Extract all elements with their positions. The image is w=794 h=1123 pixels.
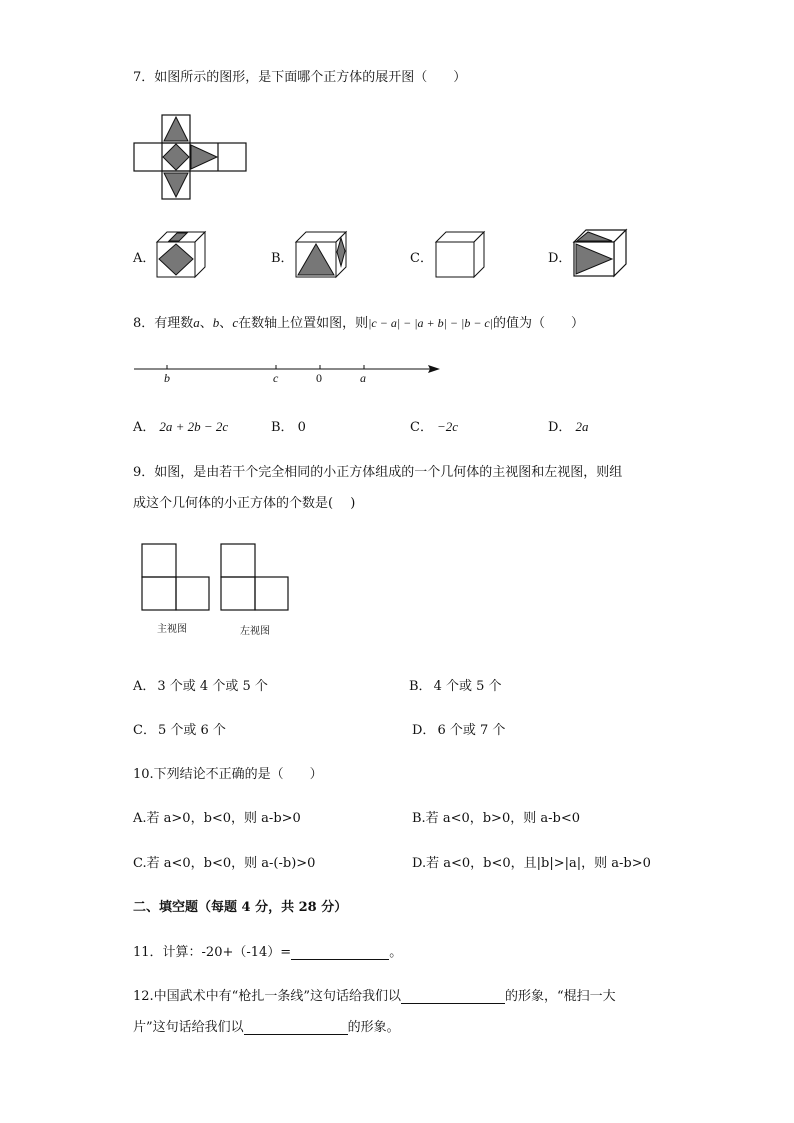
q10-stem: 10.下列结论不正确的是（ ） [133,767,323,782]
q8-stem-mid: 在数轴上位置如图，则 [238,316,369,331]
q9-stem-line1: 9．如图，是由若干个完全相同的小正方体组成的一个几何体的主视图和左视图，则组 [133,465,623,480]
q12-answer-blank-1[interactable] [401,989,505,1004]
q12-answer-blank-2[interactable] [244,1020,348,1035]
number-line [134,360,444,390]
left-view-figure [220,543,290,613]
q8-sep2: 、 [219,316,233,331]
q10-option-c: C.若 a<0，b<0，则 a-(-b)>0 [133,856,316,871]
q8-stem-pre: 8．有理数 [133,316,194,331]
q8-var-b: b [212,315,220,330]
q8-sep1: 、 [199,316,213,331]
front-view-figure [141,543,211,613]
number-line-label-zero: 0 [316,371,322,385]
q7-stem: 7．如图所示的图形，是下面哪个正方体的展开图（ ） [133,70,467,85]
q10-option-d: D.若 a<0，b<0，且|b|>|a|，则 a-b>0 [412,856,651,871]
q7-option-b-label: B． [271,251,294,266]
q8-option-c: C． −2c [410,419,458,435]
q11-tail: 。 [389,945,403,960]
q12-line1 [133,985,616,1004]
left-view-caption: 左视图 [240,626,270,637]
q9-option-b: B． 4 个或 5 个 [409,679,502,694]
q7-option-a-cube [157,230,207,280]
q7-option-c-label: C． [410,251,433,266]
q8-stem-post: 的值为（ ） [493,316,585,331]
q7-option-c-cube [436,230,491,280]
q10-option-a: A.若 a>0，b<0，则 a-b>0 [133,811,301,826]
q7-option-b-cube [296,230,351,280]
q7-option-d-label: D． [548,251,572,266]
q9-stem-line2: 成这个几何体的小正方体的个数是( ) [133,496,356,511]
q12-part2: 的形象，“棍扫一大 [504,989,616,1004]
q8-option-a: A． 2a + 2b − 2c [133,419,229,435]
q8-var-a: a [193,315,200,330]
front-view-caption: 主视图 [157,624,187,635]
section-title: 二、填空题（每题 4 分，共 28 分） [133,900,348,915]
q10-option-b: B.若 a<0，b>0，则 a-b<0 [412,811,580,826]
number-line-label-a: a [360,371,366,385]
cube-net-figure [134,115,254,205]
q8-stem [133,312,584,331]
q11 [133,941,402,960]
q7-option-d-cube [574,230,629,280]
q12-line2 [133,1016,400,1035]
q11-answer-blank[interactable] [291,945,389,960]
q9-option-c: C． 5 个或 6 个 [133,723,226,738]
q12-part4: 的形象。 [347,1020,400,1035]
q8-expression: |c − a| − |a + b| − |b − c| [368,316,494,330]
number-line-label-b: b [164,371,170,385]
q9-option-d: D． 6 个或 7 个 [412,723,506,738]
q12-part1: 12.中国武术中有“枪扎一条线”这句话给我们以 [133,989,401,1004]
q8-option-d: D． 2a [548,419,589,435]
q8-option-b: B． 0 [271,420,306,435]
q12-part3: 片”这句话给我们以 [133,1020,244,1035]
q7-option-a-label: A． [133,251,156,266]
q11-stem: 11．计算：-20+（-14）= [133,945,292,960]
q8-var-c: c [232,315,239,330]
q9-option-a: A． 3 个或 4 个或 5 个 [133,679,268,694]
number-line-label-c: c [273,371,279,385]
